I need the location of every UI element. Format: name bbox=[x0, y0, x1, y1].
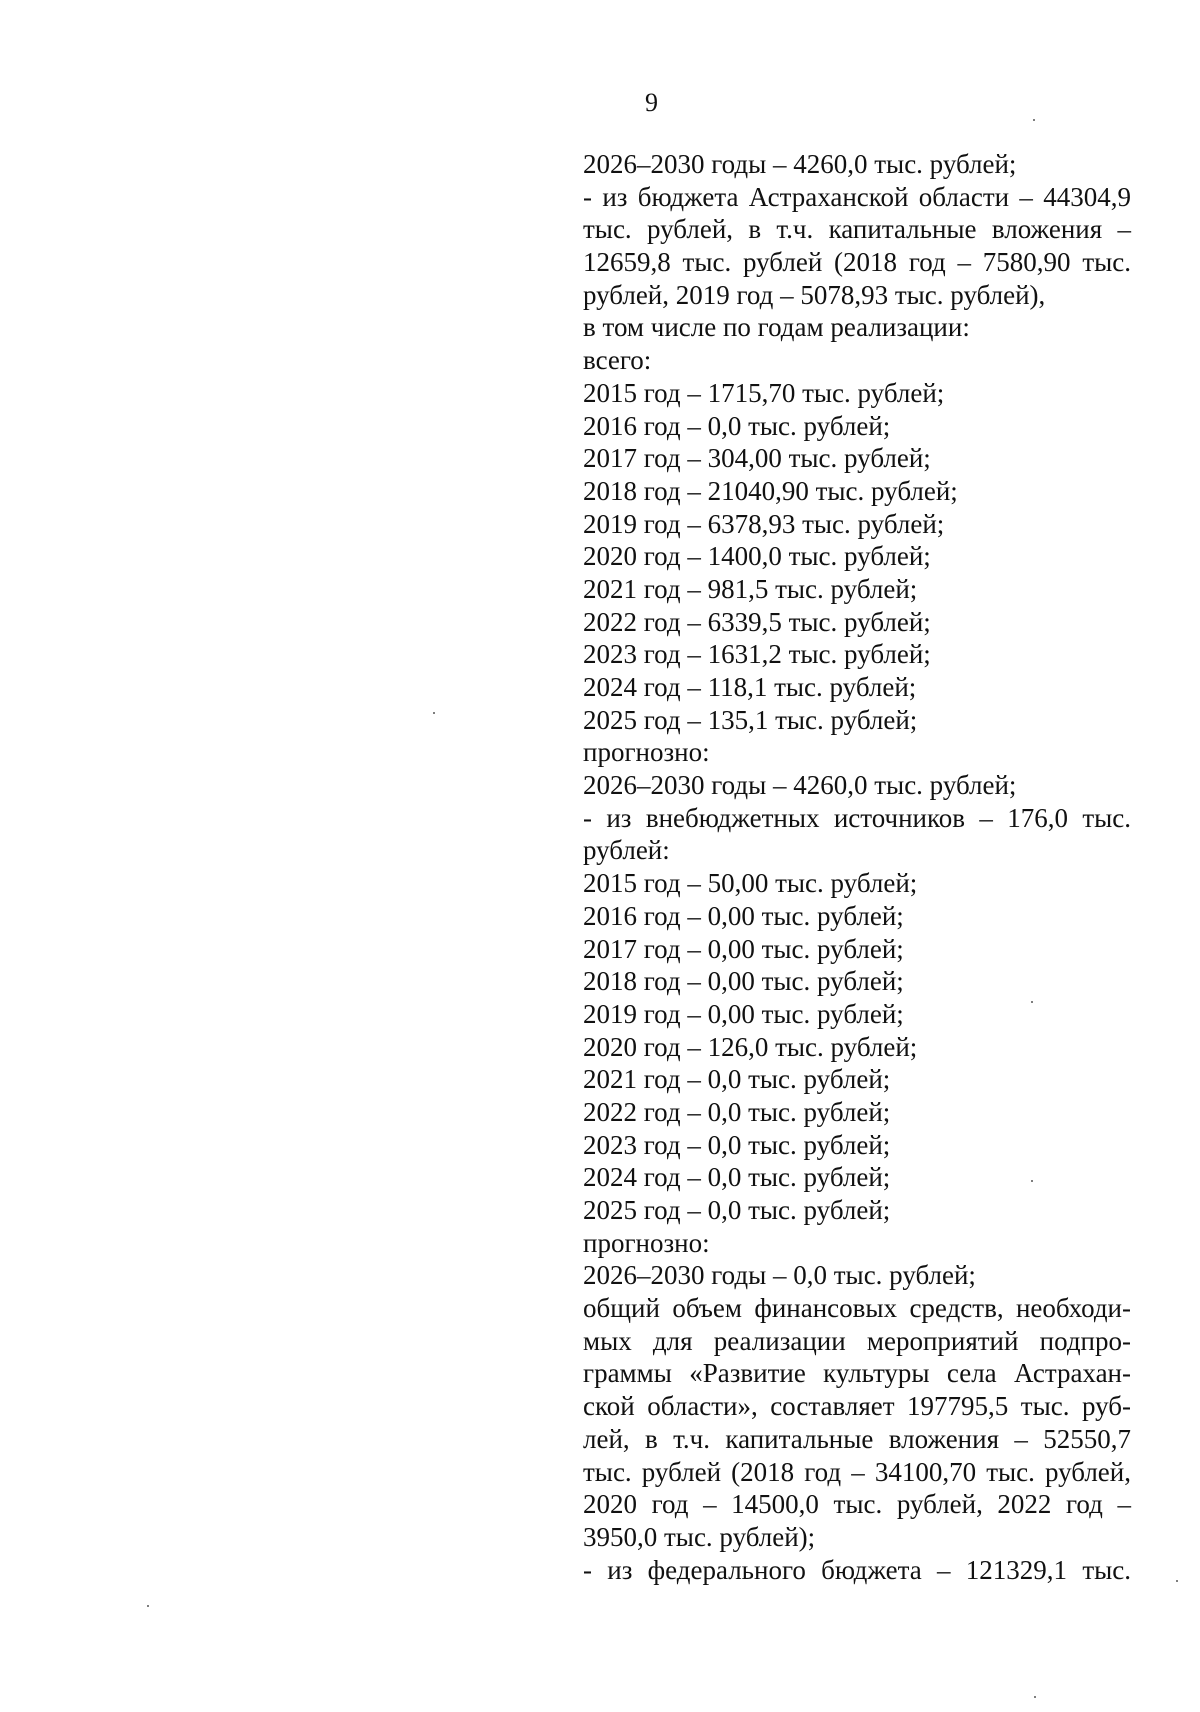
text-line: 12659,8 тыс. рублей (2018 год – 7580,90 тыс. bbox=[583, 247, 1131, 278]
text-line: общий объем финансовых средств, необходи- bbox=[583, 1293, 1131, 1324]
text-line: - из внебюджетных источников – 176,0 тыс. bbox=[583, 802, 1131, 833]
text-line: 2017 год – 0,00 тыс. рублей; bbox=[583, 933, 904, 964]
text-line: 2026–2030 годы – 4260,0 тыс. рублей; bbox=[583, 770, 1017, 801]
text-line: 2024 год – 118,1 тыс. рублей; bbox=[583, 672, 917, 702]
text-line: 2018 год – 0,00 тыс. рублей; bbox=[583, 966, 904, 997]
text-line: лей, в т.ч. капитальные вложения – 52550,7 bbox=[583, 1423, 1131, 1454]
text-line: 3950,0 тыс. рублей); bbox=[583, 1521, 816, 1552]
page-number: 9 bbox=[645, 88, 658, 117]
text-line: 2020 год – 14500,0 тыс. рублей, 2022 год – bbox=[583, 1489, 1131, 1520]
text-line: 2017 год – 304,00 тыс. рублей; bbox=[583, 443, 931, 474]
text-line: 2015 год – 50,00 тыс. рублей; bbox=[583, 868, 918, 899]
text-line: 2025 год – 0,0 тыс. рублей; bbox=[583, 1195, 891, 1225]
text-line: прогнозно: bbox=[583, 1227, 710, 1258]
text-line: 2016 год – 0,00 тыс. рублей; bbox=[583, 900, 904, 931]
text-line: 2020 год – 1400,0 тыс. рублей; bbox=[583, 541, 931, 572]
text-line: 2026–2030 годы – 0,0 тыс. рублей; bbox=[583, 1260, 976, 1291]
text-line: 2023 год – 0,0 тыс. рублей; bbox=[583, 1129, 891, 1160]
text-column bbox=[583, 148, 1131, 1586]
scan-speck bbox=[147, 1605, 149, 1607]
text-line: 2025 год – 135,1 тыс. рублей; bbox=[583, 704, 918, 735]
text-line: рублей: bbox=[583, 835, 670, 866]
scan-speck bbox=[1033, 119, 1035, 121]
text-line: 2019 год – 6378,93 тыс. рублей; bbox=[583, 508, 945, 539]
text-line: всего: bbox=[583, 345, 652, 376]
text-line: 2024 год – 0,0 тыс. рублей; bbox=[583, 1162, 891, 1193]
text-line: граммы «Развитие культуры села Астрахан- bbox=[583, 1358, 1131, 1389]
text-line: 2020 год – 126,0 тыс. рублей; bbox=[583, 1031, 918, 1062]
scan-speck bbox=[1176, 1580, 1178, 1582]
scan-speck bbox=[1034, 1696, 1036, 1698]
text-line: в том числе по годам реализации: bbox=[583, 312, 970, 343]
text-line: тыс. рублей, в т.ч. капитальные вложения – bbox=[583, 214, 1131, 245]
text-line: 2018 год – 21040,90 тыс. рублей; bbox=[583, 475, 958, 506]
text-line: 2019 год – 0,00 тыс. рублей; bbox=[583, 998, 904, 1029]
text-line: рублей, 2019 год – 5078,93 тыс. рублей), bbox=[583, 279, 1046, 310]
text-line: тыс. рублей (2018 год – 34100,70 тыс. рублей, bbox=[583, 1456, 1131, 1487]
text-line: - из федерального бюджета – 121329,1 тыс. bbox=[583, 1554, 1131, 1585]
text-line: 2021 год – 0,0 тыс. рублей; bbox=[583, 1064, 891, 1095]
text-line: прогнозно: bbox=[583, 737, 710, 768]
scan-speck bbox=[433, 712, 435, 714]
text-line: 2016 год – 0,0 тыс. рублей; bbox=[583, 410, 891, 441]
text-line: мых для реализации мероприятий подпро- bbox=[583, 1325, 1131, 1356]
text-line: 2015 год – 1715,70 тыс. рублей; bbox=[583, 377, 945, 408]
text-line: 2021 год – 981,5 тыс. рублей; bbox=[583, 573, 918, 604]
text-line: - из бюджета Астраханской области – 44304,9 bbox=[583, 181, 1131, 212]
text-line: 2022 год – 0,0 тыс. рублей; bbox=[583, 1096, 891, 1127]
text-line: 2022 год – 6339,5 тыс. рублей; bbox=[583, 606, 931, 637]
text-line: 2026–2030 годы – 4260,0 тыс. рублей; bbox=[583, 149, 1017, 179]
text-line: ской области», составляет 197795,5 тыс. руб- bbox=[583, 1391, 1131, 1422]
text-line: 2023 год – 1631,2 тыс. рублей; bbox=[583, 639, 931, 670]
scan-speck bbox=[1031, 1180, 1033, 1182]
scan-speck bbox=[1031, 1001, 1033, 1003]
